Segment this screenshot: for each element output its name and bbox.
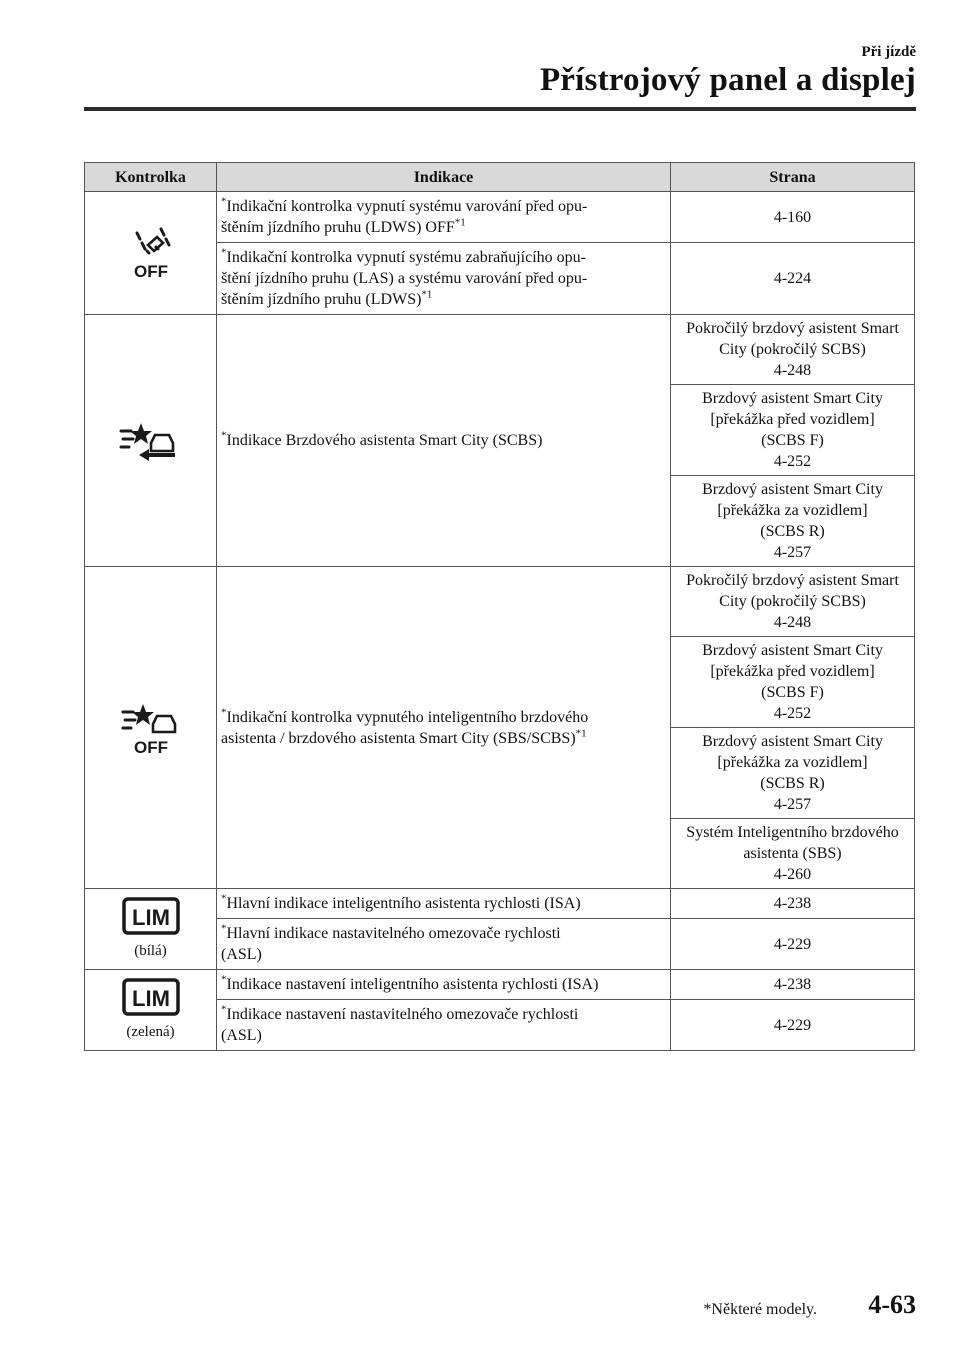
column-header-page: Strana bbox=[671, 163, 915, 192]
page-reference: Brzdový asistent Smart City [překážka před vozidlem] (SCBS F) 4-252 bbox=[671, 637, 915, 728]
scbs-icon bbox=[117, 419, 185, 463]
asterisk-mark: * bbox=[221, 706, 227, 719]
indication-cell bbox=[217, 567, 671, 889]
lane-departure-off-icon bbox=[123, 225, 179, 281]
icon-color-caption: (zelená) bbox=[126, 1023, 175, 1040]
icon-color-caption: (bílá) bbox=[134, 942, 167, 959]
icon-off-label: OFF bbox=[133, 262, 168, 281]
column-header-icon: Kontrolka bbox=[85, 163, 217, 192]
header-rule bbox=[84, 107, 916, 111]
asterisk-mark: * bbox=[221, 922, 227, 935]
indication-cell bbox=[217, 192, 671, 243]
indication-cell bbox=[217, 243, 671, 315]
indicator-icon-cell bbox=[85, 315, 217, 567]
indication-text: Indikační kontrolka vypnutého inteligentního brzdového asistenta / brzdového asistenta Smart City (SBS/SCBS) bbox=[221, 708, 589, 747]
table-row bbox=[85, 315, 915, 385]
page-reference: Pokročilý brzdový asistent Smart City (pokročilý SCBS) 4-248 bbox=[671, 315, 915, 385]
lim-white-icon bbox=[122, 897, 180, 935]
indication-text: Indikace nastavení inteligentního asistenta rychlosti (ISA) bbox=[226, 976, 599, 993]
icon-lim-label: LIM bbox=[131, 985, 170, 1011]
asterisk-mark: * bbox=[221, 1003, 227, 1016]
indication-text: Indikační kontrolka vypnutí systému varování před opu- štěním jízdního pruhu (LDWS) OFF bbox=[221, 198, 588, 236]
indication-cell bbox=[217, 970, 671, 1000]
page-number: 4-63 bbox=[868, 1290, 916, 1319]
indication-text: Indikace nastavení nastavitelného omezovače rychlosti (ASL) bbox=[221, 1006, 579, 1044]
asterisk-mark: * bbox=[221, 195, 227, 208]
footnote-mark: *1 bbox=[454, 216, 466, 229]
indicator-icon-cell bbox=[85, 567, 217, 889]
page-reference: 4-224 bbox=[671, 243, 915, 315]
asterisk-mark: * bbox=[221, 892, 227, 905]
page-reference: Brzdový asistent Smart City [překážka za vozidlem] (SCBS R) 4-257 bbox=[671, 728, 915, 819]
asterisk-mark: * bbox=[221, 973, 227, 986]
footnote-mark: *1 bbox=[575, 727, 587, 740]
page-reference: 4-238 bbox=[671, 889, 915, 919]
page-title: Přístrojový panel a displej bbox=[539, 62, 916, 98]
asterisk-mark: * bbox=[221, 429, 227, 442]
indication-text: Indikační kontrolka vypnutí systému zabraňujícího opu- štění jízdního pruhu (LAS) a systému varování před opu- štěním jízdního pruhu (LDWS) bbox=[221, 249, 588, 308]
scbs-off-icon bbox=[117, 700, 185, 756]
table-header-row bbox=[85, 163, 915, 192]
footnote-mark: *1 bbox=[421, 288, 433, 301]
page-reference: 4-229 bbox=[671, 1000, 915, 1051]
page-reference: Brzdový asistent Smart City [překážka za vozidlem] (SCBS R) 4-257 bbox=[671, 476, 915, 567]
indicator-icon-cell bbox=[85, 970, 217, 1051]
indication-text: Indikace Brzdového asistenta Smart City (SCBS) bbox=[226, 432, 543, 449]
page-reference: Brzdový asistent Smart City [překážka před vozidlem] (SCBS F) 4-252 bbox=[671, 385, 915, 476]
table-row bbox=[85, 192, 915, 243]
icon-off-label: OFF bbox=[133, 737, 168, 756]
page-reference: 4-238 bbox=[671, 970, 915, 1000]
indication-cell bbox=[217, 1000, 671, 1051]
table-row bbox=[85, 889, 915, 919]
indication-text: Hlavní indikace inteligentního asistenta rychlosti (ISA) bbox=[226, 895, 581, 912]
icon-lim-label: LIM bbox=[131, 904, 170, 930]
column-header-indication: Indikace bbox=[217, 163, 671, 192]
lim-green-icon bbox=[122, 978, 180, 1016]
page-reference: 4-160 bbox=[671, 192, 915, 243]
table-row bbox=[85, 970, 915, 1000]
page-reference: 4-229 bbox=[671, 919, 915, 970]
indication-text: Hlavní indikace nastavitelného omezovače rychlosti (ASL) bbox=[221, 925, 561, 963]
indication-cell bbox=[217, 315, 671, 567]
footnote: *Některé modely. bbox=[703, 1301, 817, 1318]
page-reference: Systém Inteligentního brzdového asistenta (SBS) 4-260 bbox=[671, 819, 915, 889]
indication-cell bbox=[217, 919, 671, 970]
indicator-table bbox=[84, 162, 915, 1051]
asterisk-mark: * bbox=[221, 246, 227, 259]
table-row bbox=[85, 567, 915, 637]
indication-cell bbox=[217, 889, 671, 919]
page-reference: Pokročilý brzdový asistent Smart City (pokročilý SCBS) 4-248 bbox=[671, 567, 915, 637]
indicator-icon-cell bbox=[85, 889, 217, 970]
indicator-icon-cell bbox=[85, 192, 217, 315]
section-label: Při jízdě bbox=[861, 44, 916, 60]
